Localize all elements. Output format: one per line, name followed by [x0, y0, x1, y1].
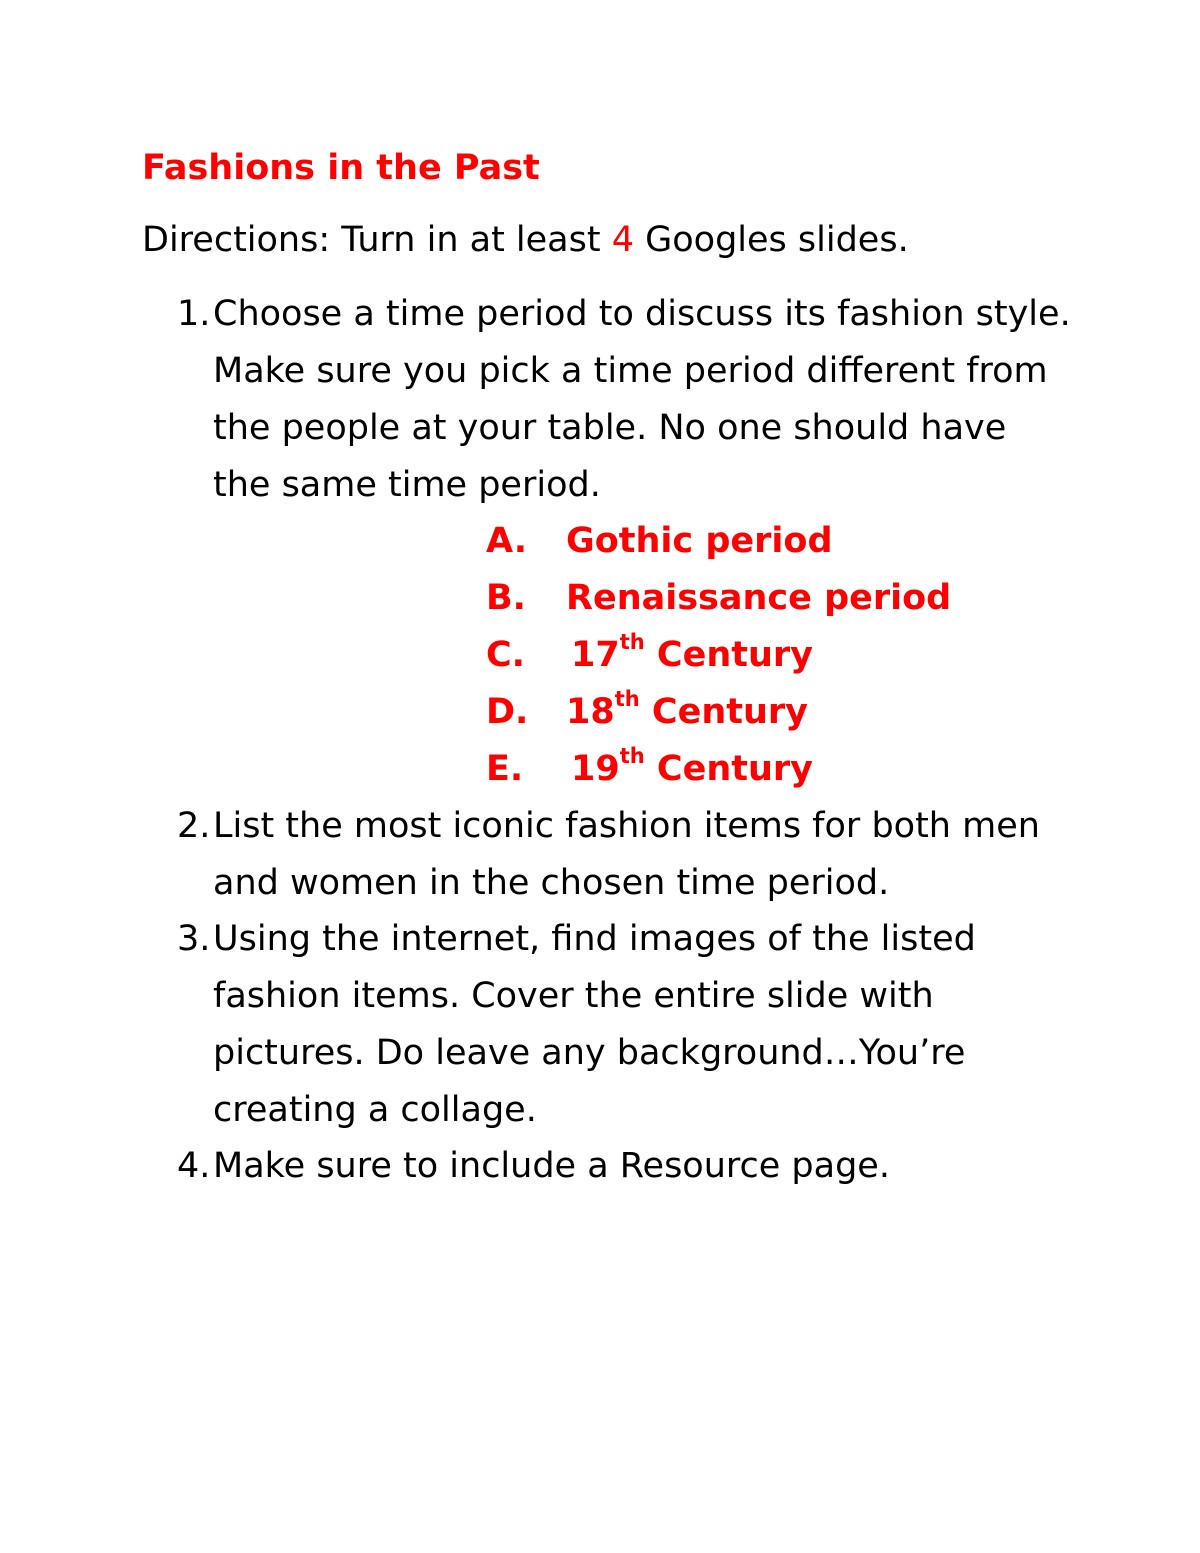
list-item-text: fashion items. Cover the entire slide with	[213, 976, 934, 1016]
list-number: 4.	[177, 1146, 211, 1186]
list-item-text: pictures. Do leave any background…You’re	[213, 1033, 966, 1073]
list-item-3	[177, 911, 976, 1139]
list-item-1	[177, 286, 1071, 514]
list-item-text: the same time period.	[213, 465, 601, 505]
period-text	[571, 741, 813, 798]
directions-line	[142, 220, 909, 260]
century-number: 17	[571, 635, 620, 675]
century-word: Century	[644, 749, 813, 789]
list-number: 3.	[177, 919, 211, 959]
period-letter: C.	[486, 635, 525, 675]
list-item-text: Make sure you pick a time period different from	[213, 351, 1048, 391]
period-text	[566, 684, 808, 741]
directions-text-before: Directions: Turn in at least	[142, 220, 612, 260]
century-number: 18	[566, 692, 615, 732]
list-number: 1.	[177, 294, 211, 334]
list-item-4	[177, 1138, 890, 1195]
list-item-text: Make sure to include a Resource page.	[213, 1146, 890, 1186]
directions-text-after: Googles slides.	[634, 220, 909, 260]
century-number: 19	[571, 749, 620, 789]
period-letter: D.	[486, 692, 529, 732]
century-word: Century	[639, 692, 808, 732]
list-number: 2.	[177, 806, 211, 846]
period-letter: B.	[486, 578, 526, 618]
list-item-text: creating a collage.	[213, 1090, 537, 1130]
ordinal-suffix: th	[619, 630, 645, 655]
list-item-text: and women in the chosen time period.	[213, 863, 890, 903]
list-item-text: Choose a time period to discuss its fashion style.	[213, 294, 1071, 334]
list-item-2	[177, 798, 1040, 912]
list-item-text: List the most iconic fashion items for both men	[213, 806, 1040, 846]
document-title: Fashions in the Past	[142, 148, 540, 188]
period-letter: E.	[486, 749, 524, 789]
period-text	[571, 627, 813, 684]
list-item-text: Using the internet, find images of the listed	[213, 919, 976, 959]
century-word: Century	[644, 635, 813, 675]
period-text: Renaissance period	[566, 578, 952, 618]
ordinal-suffix: th	[619, 744, 645, 769]
period-text: Gothic period	[566, 521, 833, 561]
list-item-text: the people at your table. No one should have	[213, 408, 1007, 448]
ordinal-suffix: th	[614, 687, 640, 712]
slide-count: 4	[611, 220, 634, 260]
period-letter: A.	[486, 521, 528, 561]
